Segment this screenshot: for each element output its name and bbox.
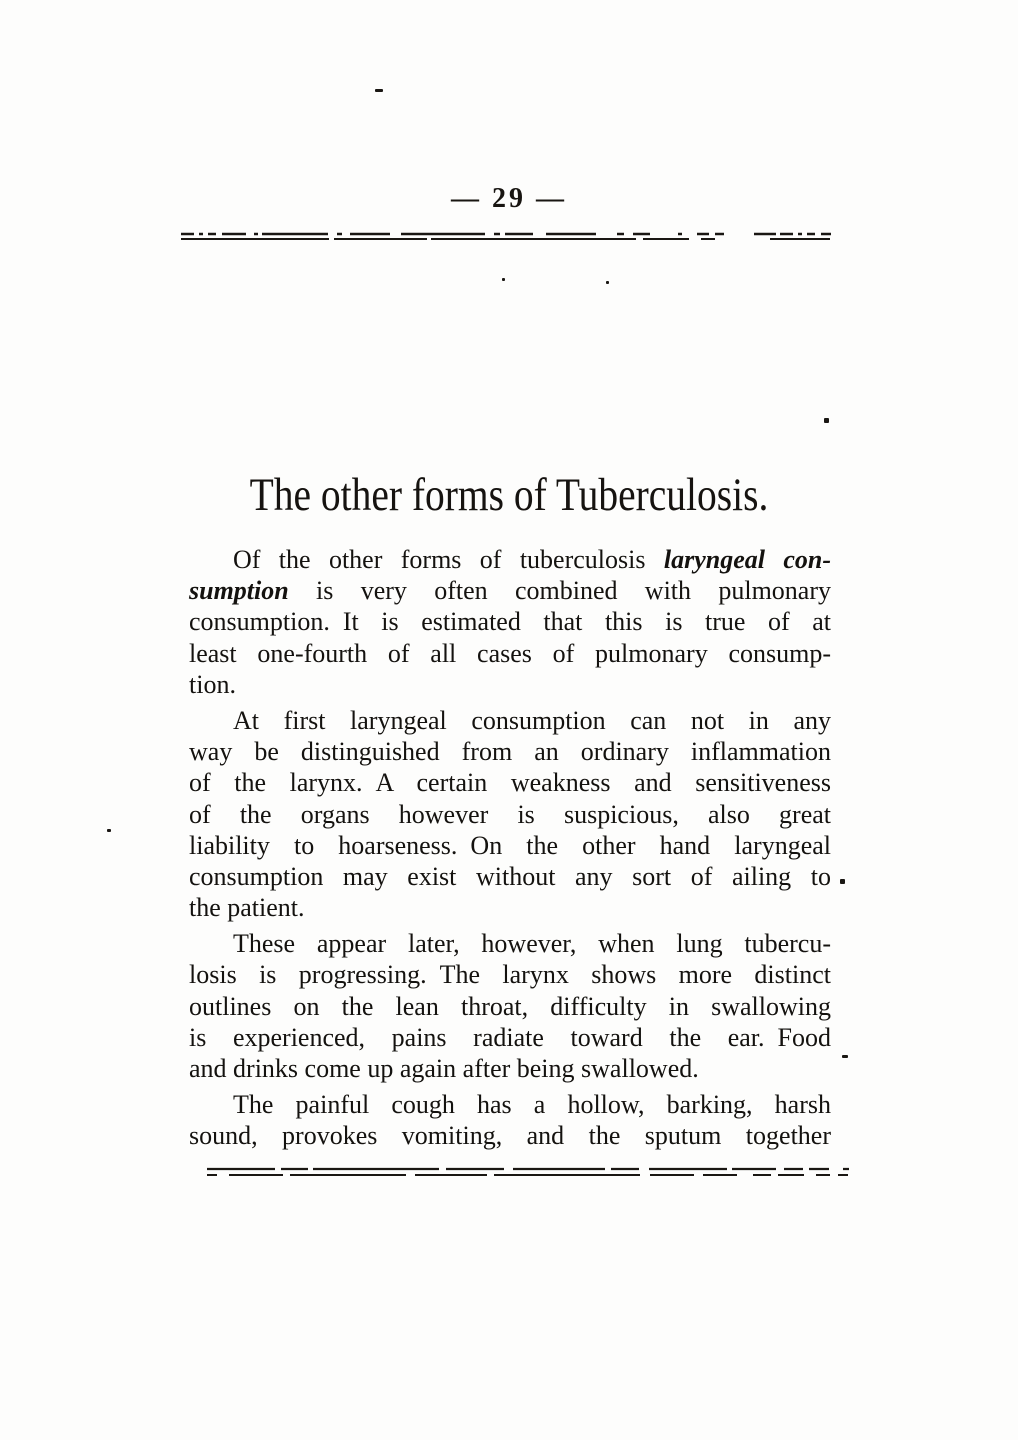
body-text: At first laryngeal consumption can not in any xyxy=(233,705,831,735)
text-line xyxy=(189,892,831,923)
body-text: is experienced, pains radiate toward the ear. Food xyxy=(189,1022,831,1052)
body-text: outlines on the lean throat, difficulty in swallowing xyxy=(189,991,831,1021)
text-line xyxy=(189,575,831,606)
body-text: and drinks come up again after being swallowed. xyxy=(189,1054,699,1083)
scan-speck xyxy=(840,879,845,884)
text-line xyxy=(189,767,831,798)
scan-speck xyxy=(842,1055,848,1058)
text-line xyxy=(189,1053,831,1084)
body-text: The painful cough has a hollow, barking, harsh xyxy=(233,1090,831,1120)
text-line xyxy=(189,928,831,959)
text-line xyxy=(189,736,831,767)
body-text: of the larynx. A certain weakness and sensitiveness xyxy=(189,768,831,798)
body-text: losis is progressing. The larynx shows more distinct xyxy=(189,960,831,990)
text-line xyxy=(189,799,831,830)
scan-speck xyxy=(606,281,609,284)
text-line xyxy=(189,705,831,736)
body-text: consumption may exist without any sort of ailing to xyxy=(189,861,831,891)
text-line xyxy=(189,1120,831,1151)
body-text: way be distinguished from an ordinary inflammation xyxy=(189,737,831,767)
body-text: of the organs however is suspicious, also great xyxy=(189,799,831,829)
text-column xyxy=(189,544,831,1152)
body-text: consumption. It is estimated that this is true of at xyxy=(189,607,831,637)
scan-speck xyxy=(375,89,383,92)
paragraph xyxy=(189,1089,831,1151)
text-line xyxy=(189,1089,831,1120)
scan-speck xyxy=(107,829,111,832)
emphasis-text: sumption xyxy=(189,576,289,606)
paragraph xyxy=(189,928,831,1084)
text-line xyxy=(189,669,831,700)
body-text: liability to hoarseness. On the other hand laryngeal xyxy=(189,830,831,860)
paragraph xyxy=(189,705,831,923)
paragraph xyxy=(189,544,831,700)
text-line xyxy=(189,1022,831,1053)
body-text: sound, provokes vomiting, and the sputum together xyxy=(189,1121,831,1151)
text-line xyxy=(189,606,831,637)
body-text: least one-fourth of all cases of pulmonary consump- xyxy=(189,638,831,668)
body-text: Of the other forms of tuberculosis xyxy=(233,545,664,574)
body-text: is very often combined with pulmonary xyxy=(288,576,831,606)
top-rule-divider xyxy=(179,229,833,245)
page-number: — 29 — xyxy=(451,183,567,214)
scan-speck xyxy=(502,278,505,281)
scan-speck xyxy=(824,418,829,423)
text-line xyxy=(189,544,831,575)
body-text: These appear later, however, when lung tubercu- xyxy=(233,929,831,959)
bottom-rule-divider xyxy=(205,1164,851,1182)
text-line xyxy=(189,959,831,990)
chapter-title: The other forms of Tuberculosis. xyxy=(249,469,769,521)
emphasis-text: laryngeal con- xyxy=(663,545,832,574)
body-text: the patient. xyxy=(189,893,305,923)
text-line xyxy=(189,638,831,669)
text-line xyxy=(189,991,831,1022)
text-line xyxy=(189,861,831,892)
body-text: tion. xyxy=(189,669,236,699)
text-line xyxy=(189,830,831,861)
